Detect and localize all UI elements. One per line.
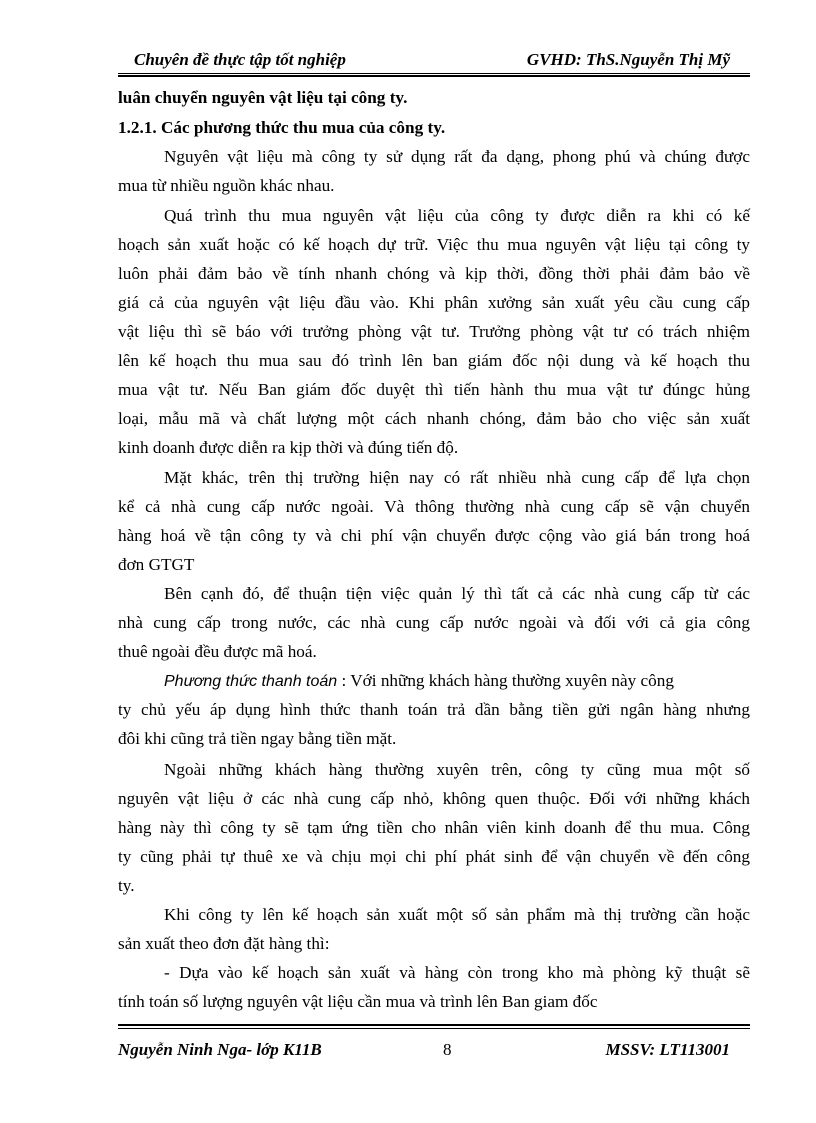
paragraph-line: sản xuất theo đơn đặt hàng thì: [118,934,330,953]
paragraph-line: hoạch sản xuất hoặc có kế hoạch dự trữ. Việc thu mua nguyên vật liệu tại công ty [118,235,750,254]
paragraph-line: giá cả của nguyên vật liệu đầu vào. Khi phân xưởng sản xuất yêu cầu cung cấp [118,293,750,312]
footer-rule-thick [118,1024,750,1026]
paragraph-line: hàng hoá về tận công ty và chi phí vận chuyển được cộng vào giá bán trong hoá [118,526,750,545]
paragraph-line: nguyên vật liệu ở các nhà cung cấp nhỏ, không quen thuộc. Đối với những khách [118,789,750,808]
page-number: 8 [443,1040,452,1059]
paragraph-line: - Dựa vào kế hoạch sản xuất và hàng còn trong kho mà phòng kỹ thuật sẽ [164,963,750,982]
paragraph-line: luôn phải đảm bảo về tính nhanh chóng và kịp thời, đồng thời phải đảm bảo về [118,264,750,283]
page-footer [118,1040,750,1064]
paragraph-line: đôi khi cũng trả tiền ngay bằng tiền mặt. [118,729,397,748]
paragraph-line: nhà cung cấp trong nước, các nhà cung cấp nước ngoài và đối với cả gia công [118,613,750,632]
paragraph-line: hàng này thì công ty sẽ tạm ứng tiền cho nhân viên kinh doanh để thu mua. Công [118,818,750,837]
paragraph-line: Quá trình thu mua nguyên vật liệu của công ty được diễn ra khi có kế [164,206,750,225]
paragraph-line: vật liệu thì sẽ báo với trưởng phòng vật tư. Trưởng phòng vật tư có trách nhiệm [118,322,750,341]
header-rule [118,73,750,74]
paragraph-line: Mặt khác, trên thị trường hiện nay có rất nhiều nhà cung cấp để lựa chọn [164,468,750,487]
paragraph-line: Bên cạnh đó, để thuận tiện việc quản lý thì tất cả các nhà cung cấp từ các [164,584,750,603]
heading-continuation: luân chuyển nguyên vật liệu tại công ty. [118,88,408,107]
footer-rule [118,1028,750,1029]
footer-student-id: MSSV: LT113001 [605,1040,730,1059]
header-title: Chuyên đề thực tập tốt nghiệp [134,50,346,69]
payment-method-line [164,671,674,691]
paragraph-line: ty cũng phải tự thuê xe và chịu mọi chi phí phát sinh để vận chuyển về đến công [118,847,750,866]
payment-method-label: Phương thức thanh toán [164,673,338,690]
paragraph-line: kinh doanh được diễn ra kịp thời và đúng tiến độ. [118,438,459,457]
page-header [118,48,750,74]
payment-method-text: : Với những khách hàng thường xuyên này công [337,671,674,690]
footer-author: Nguyễn Ninh Nga- lớp K11B [118,1040,322,1059]
paragraph-line: tính toán số lượng nguyên vật liệu cần mua và trình lên Ban giam đốc [118,992,598,1011]
paragraph-line: kể cả nhà cung cấp nước ngoài. Và thông thường nhà cung cấp sẽ vận chuyển [118,497,750,516]
paragraph-line: loại, mẫu mã và chất lượng một cách nhanh chóng, đảm bảo cho việc sản xuất [118,409,750,428]
paragraph-line: Khi công ty lên kế hoạch sản xuất một số sản phẩm mà thị trường cần hoặc [164,905,750,924]
paragraph-line: ty chủ yếu áp dụng hình thức thanh toán trả dần bằng tiền gửi ngân hàng nhưng [118,700,750,719]
paragraph-line: ty. [118,876,135,895]
header-rule-thick [118,75,750,77]
paragraph-line: đơn GTGT [118,555,195,574]
paragraph-line: lên kế hoạch thu mua sau đó trình lên ban giám đốc nội dung và kế hoạch thu [118,351,750,370]
paragraph-line: mua vật tư. Nếu Ban giám đốc duyệt thì tiến hành thu mua vật tư đúngc hủng [118,380,750,399]
paragraph-line: Ngoài những khách hàng thường xuyên trên, công ty cũng mua một số [164,760,750,779]
paragraph-line: thuê ngoài đều được mã hoá. [118,642,317,661]
header-advisor: GVHD: ThS.Nguyễn Thị Mỹ [526,50,730,69]
paragraph-line: Nguyên vật liệu mà công ty sử dụng rất đa dạng, phong phú và chúng được [164,147,750,166]
paragraph-line: mua từ nhiều nguồn khác nhau. [118,176,335,195]
section-heading: 1.2.1. Các phương thức thu mua của công ty. [118,118,446,137]
